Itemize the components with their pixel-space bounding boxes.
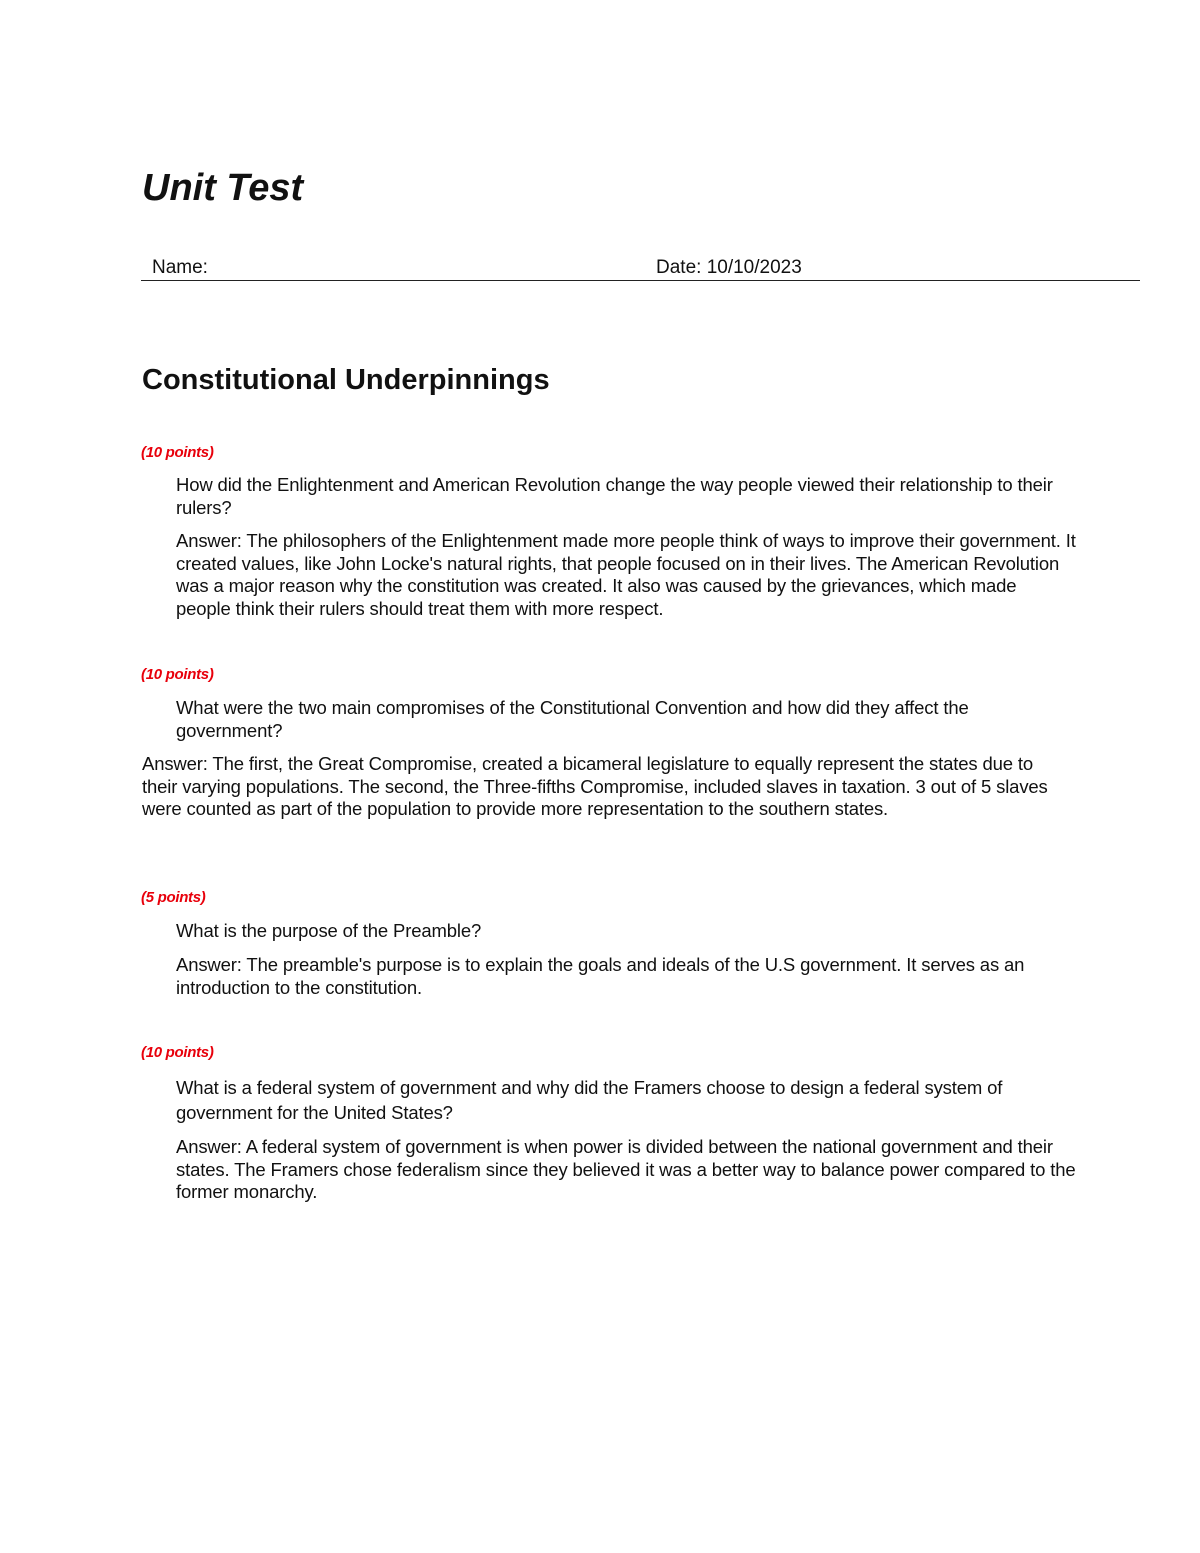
document-title: Unit Test [142, 167, 304, 209]
question-1-answer: Answer: The philosophers of the Enlightenment made more people think of ways to improve their government. It created values, like John Locke's natural rights, that people focused on in their lives. The American Revolution was a major reason why the constitution was created. It also was caused by the grievances, which made people think their rulers should treat them with more respect. [176, 530, 1076, 620]
question-3-answer: Answer: The preamble's purpose is to explain the goals and ideals of the U.S government. It serves as an introduction to the constitution. [176, 954, 1025, 998]
date-label: Date: 10/10/2023 [656, 257, 802, 278]
question-2-points: (10 points) [141, 666, 214, 683]
question-2-text: What were the two main compromises of the Constitutional Convention and how did they affect the government? [176, 697, 969, 741]
question-4-answer: Answer: A federal system of government is when power is divided between the national government and their states. The Framers chose federalism since they believed it was a better way to balance power compared to the former monarchy. [176, 1136, 1076, 1203]
question-2-answer: Answer: The first, the Great Compromise, created a bicameral legislature to equally represent the states due to their varying populations. The second, the Three-fifths Compromise, included slaves in taxation. 3 out of 5 slaves were counted as part of the population to provide more representation to the southern states. [142, 753, 1048, 820]
question-4-text: What is a federal system of government and why did the Framers choose to design a federal system of government for the United States? [176, 1077, 1003, 1123]
question-3-points: (5 points) [141, 889, 206, 906]
section-heading: Constitutional Underpinnings [142, 364, 550, 396]
question-3-text: What is the purpose of the Preamble? [176, 920, 482, 941]
name-label: Name: [152, 257, 208, 278]
name-date-line [141, 256, 1140, 281]
question-4-points: (10 points) [141, 1044, 214, 1061]
question-1-text: How did the Enlightenment and American Revolution change the way people viewed their relationship to their rulers? [176, 474, 1053, 518]
question-1-points: (10 points) [141, 444, 214, 461]
